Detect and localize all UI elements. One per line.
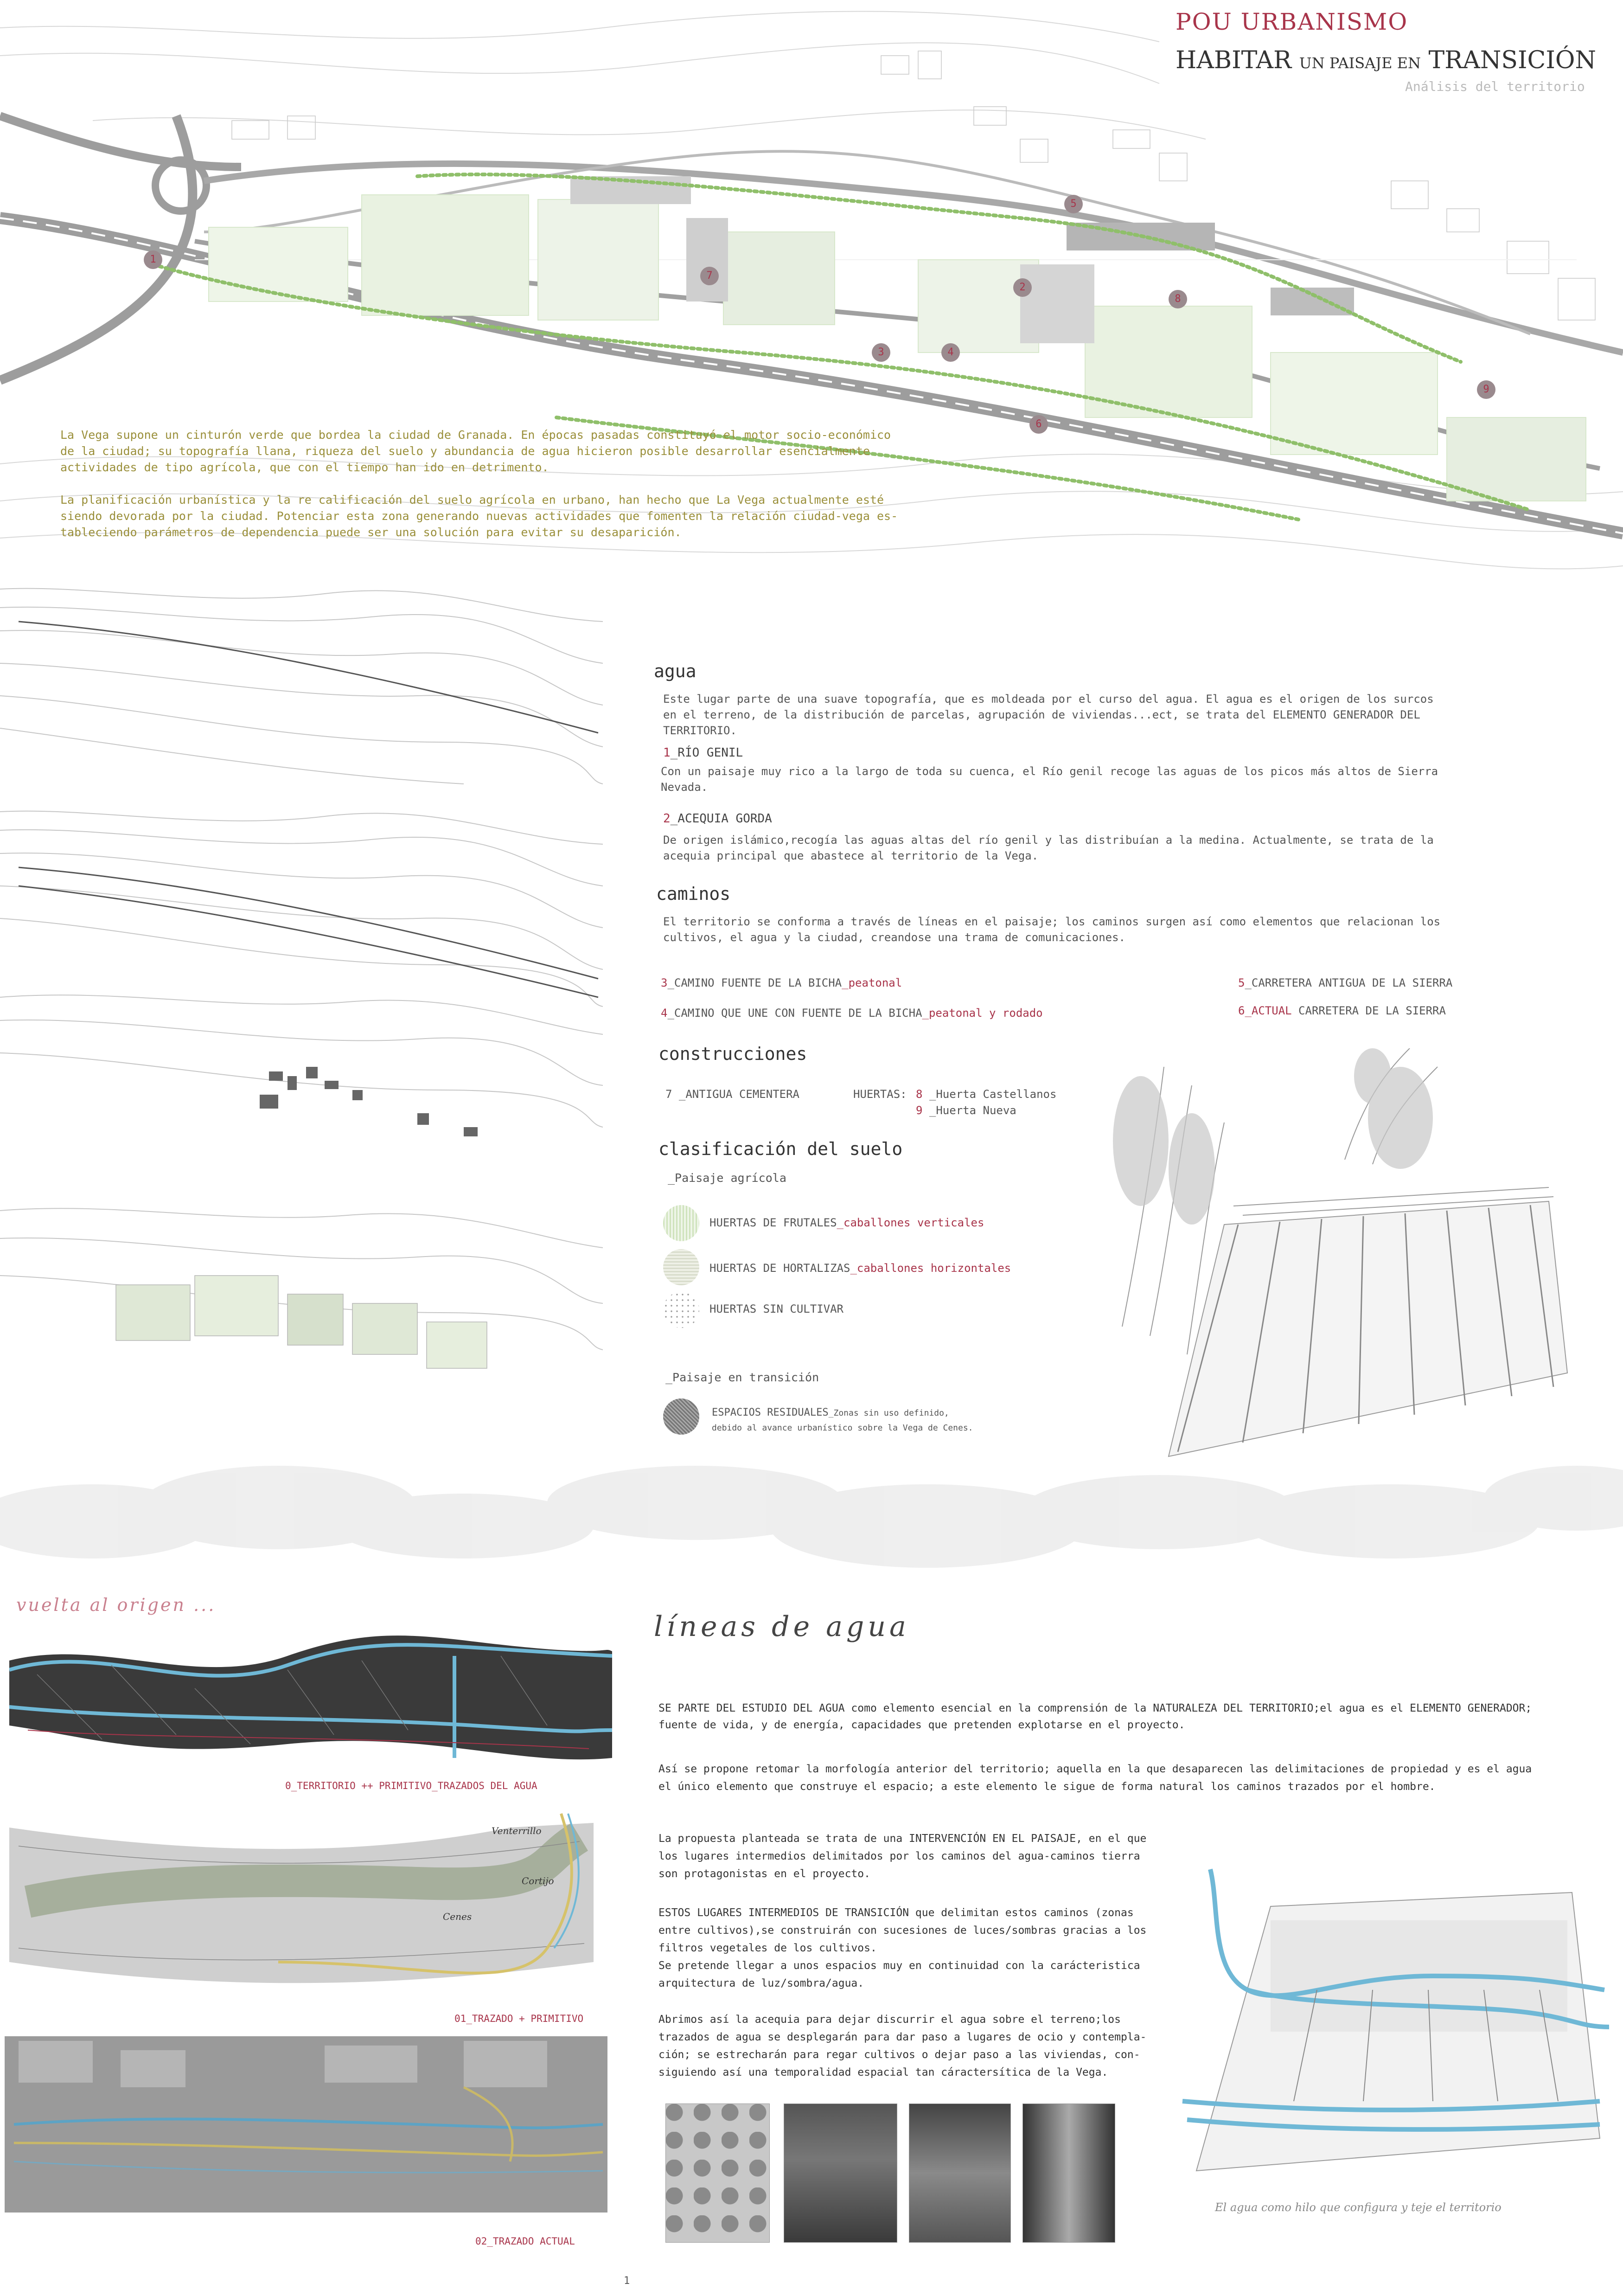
item-line: Nevada. bbox=[661, 781, 708, 794]
caminos-line: cultivos, el agua y la ciudad, creandose una trama de comunicaciones. bbox=[663, 931, 1125, 944]
agua-heading: agua bbox=[654, 661, 696, 681]
camino-6 bbox=[1238, 1004, 1446, 1017]
camino-text: _CAMINO FUENTE DE LA BICHA bbox=[667, 976, 842, 989]
huerta-text: _Huerta Nueva bbox=[922, 1104, 1016, 1117]
legend-small: _Zonas sin uso definido, bbox=[828, 1408, 949, 1418]
item-number: 8 bbox=[916, 1088, 923, 1101]
hortalizas-legend bbox=[709, 1262, 1011, 1275]
poster-title: POU URBANISMO bbox=[1176, 8, 1408, 35]
paragraph-line: entre cultivos),se construirán con sucesiones de luces/sombras gracias a los bbox=[658, 1924, 1147, 1937]
map-marker: 8 bbox=[1169, 290, 1187, 308]
agua-item-1-body bbox=[661, 763, 1438, 795]
agua-line: Este lugar parte de una suave topografía, que es moldeada por el curso del agua. El agua es el origen de los surcos bbox=[663, 693, 1434, 705]
paragraph-line: los lugares intermedios delimitados por los caminos del agua-caminos tierra bbox=[658, 1850, 1140, 1862]
huerta-text: _Huerta Castellanos bbox=[922, 1088, 1057, 1101]
suelo-heading: clasificación del suelo bbox=[658, 1139, 903, 1159]
paragraph-line: son protagonistas en el proyecto. bbox=[658, 1868, 870, 1880]
map-label: Cortijo bbox=[522, 1875, 554, 1886]
paragraph-line: arquitectura de luz/sombra/agua. bbox=[658, 1977, 864, 1989]
water-sketch bbox=[1155, 1851, 1618, 2203]
map-marker: 5 bbox=[1064, 195, 1083, 213]
lower-paragraph-5 bbox=[658, 2011, 1146, 2081]
trazado-actual-map bbox=[0, 2032, 617, 2226]
caminos-body bbox=[663, 914, 1440, 945]
construccion-7: 7 _ANTIGUA CEMENTERA bbox=[665, 1088, 799, 1101]
intro-line: La planificación urbanística y la re calificación del suelo agrícola en urbano, han hecho que La Vega actualmente esté bbox=[60, 493, 884, 507]
item-line: Con un paisaje muy rico a la largo de toda su cuenca, el Río genil recoge las aguas de los picos más altos de Sierra bbox=[661, 765, 1438, 778]
huertas-label: HUERTAS: bbox=[853, 1088, 907, 1101]
item-number: 1 bbox=[663, 746, 671, 760]
item-title: _RÍO GENIL bbox=[670, 746, 743, 760]
construcciones-heading: construcciones bbox=[658, 1044, 807, 1064]
item-number: 3 bbox=[661, 976, 668, 989]
hortalizas-swatch bbox=[663, 1249, 699, 1285]
item-number: 5 bbox=[1238, 976, 1245, 989]
item-number: 4 bbox=[661, 1007, 668, 1020]
paragraph-line: trazados de agua se desplegarán para dar paso a lugares de ocio y contempla- bbox=[658, 2031, 1147, 2043]
legend-text: ESPACIOS RESIDUALES bbox=[712, 1407, 829, 1418]
map-marker: 6 bbox=[1029, 415, 1048, 434]
agua-item-2-body bbox=[663, 832, 1434, 864]
map-marker: 2 bbox=[1013, 278, 1032, 297]
agua-item-1-title bbox=[663, 746, 743, 760]
agua-item-2-title bbox=[663, 812, 772, 826]
agua-line: en el terreno, de la distribución de parcelas, agrupación de viviendas...ect, se trata del ELEMENTO GENERADOR DEL bbox=[663, 708, 1420, 721]
paragraph-line: ESTOS LUGARES INTERMEDIOS DE TRANSICIÓN que delimitan estos caminos (zonas bbox=[658, 1907, 1134, 1919]
map-marker: 1 bbox=[144, 250, 162, 269]
map-marker: 7 bbox=[700, 267, 719, 285]
map-caption-0: 0_TERRITORIO ++ PRIMITIVO_TRAZADOS DEL AGUA bbox=[285, 1780, 537, 1791]
paragraph-line: siguiendo así una temporalidad espacial tan cáractersítica de la Vega. bbox=[658, 2066, 1108, 2078]
intro-line: actividades de tipo agrícola, que con el tiempo han ido en detrimento. bbox=[60, 461, 549, 474]
frutales-swatch bbox=[663, 1205, 699, 1241]
sin-cultivar-legend: HUERTAS SIN CULTIVAR bbox=[709, 1302, 843, 1315]
reference-photo-channel bbox=[1022, 2104, 1115, 2243]
residuales-swatch bbox=[663, 1398, 699, 1435]
paragraph-line: fuente de vida, y de energía, capacidades que pretenden explotarse en el proyecto. bbox=[658, 1719, 1185, 1731]
legend-red: _caballones horizontales bbox=[850, 1262, 1011, 1275]
legend-red: _caballones verticales bbox=[837, 1216, 984, 1229]
intro-line: de la ciudad; su topografía llana, riqueza del suelo y abundancia de agua hicieron posible desarrollar esencialmente bbox=[60, 444, 870, 458]
item-number: 2 bbox=[663, 812, 671, 826]
camino-type: _peatonal y rodado bbox=[922, 1007, 1043, 1020]
subtitle-habitar: HABITAR bbox=[1176, 46, 1292, 74]
agua-body bbox=[663, 691, 1434, 738]
item-number: 6 bbox=[1238, 1004, 1245, 1017]
paragraph-line: Así se propone retomar la morfología anterior del territorio; aquella en la que desaparecen las delimitaciones de propiedad y es el agua bbox=[658, 1763, 1532, 1775]
paisaje-transicion-label: _Paisaje en transición bbox=[665, 1371, 819, 1384]
paragraph-line: el único elemento que construye el espacio; a este elemento le sigue de forma natural los caminos trazados por el hombre. bbox=[658, 1781, 1436, 1793]
paragraph-line: ción; se estrecharán para regar cultivos o dejar paso a las viviendas, con- bbox=[658, 2049, 1140, 2061]
territorio-primitivo-map bbox=[9, 1619, 617, 1767]
paragraph-line: Se pretende llegar a unos espacios muy en continuidad con la carácteristica bbox=[658, 1960, 1140, 1972]
camino-5 bbox=[1238, 976, 1452, 989]
map-caption-1: 01_TRAZADO + PRIMITIVO bbox=[454, 2013, 584, 2024]
paragraph-line: SE PARTE DEL ESTUDIO DEL AGUA como elemento esencial en la comprensión de la NATURALEZA DEL TERRITORIO;el agua es el ELEMENTO GENERADOR; bbox=[658, 1702, 1532, 1714]
map-marker: 3 bbox=[872, 343, 890, 362]
sketch-caption: El agua como hilo que configura y teje el territorio bbox=[1215, 2201, 1502, 2214]
lower-paragraph-2 bbox=[658, 1760, 1532, 1796]
intro-line: La Vega supone un cinturón verde que bordea la ciudad de Granada. En épocas pasadas constituyó el motor socio-económico bbox=[60, 428, 891, 442]
page-number: 1 bbox=[624, 2275, 630, 2287]
map-label: Venterrillo bbox=[492, 1825, 542, 1836]
map-marker: 9 bbox=[1477, 380, 1495, 399]
paisaje-agricola-label: _Paisaje agrícola bbox=[668, 1171, 786, 1185]
reference-photo-pattern bbox=[665, 2104, 770, 2243]
item-number: 9 bbox=[916, 1104, 923, 1117]
camino-type: _ACTUAL bbox=[1245, 1004, 1292, 1017]
residuales-legend bbox=[712, 1405, 973, 1436]
reference-photo-garden bbox=[784, 2104, 897, 2243]
legend-small: debido al avance urbanístico sobre la Vega de Cenes. bbox=[712, 1423, 973, 1433]
sin-cultivar-swatch bbox=[663, 1292, 699, 1328]
agua-line: TERRITORIO. bbox=[663, 724, 737, 737]
camino-text: _CAMINO QUE UNE CON FUENTE DE LA BICHA bbox=[667, 1007, 922, 1020]
item-line: De origen islámico,recogía las aguas altas del río genil y las distribuían a la medina. Actualmente, se trata de la bbox=[663, 834, 1434, 847]
intro-line: tableciendo parámetros de dependencia puede ser una solución para evitar su desaparición. bbox=[60, 526, 682, 539]
huerta-9 bbox=[916, 1104, 1016, 1117]
camino-type: _peatonal bbox=[842, 976, 902, 989]
trazado-primitivo-map bbox=[0, 1809, 617, 2013]
lower-paragraph-4 bbox=[658, 1904, 1146, 1992]
paragraph-line: Abrimos así la acequia para dejar discurrir el agua sobre el terreno;los bbox=[658, 2014, 1121, 2026]
huerta-8 bbox=[916, 1088, 1056, 1101]
paragraph-line: filtros vegetales de los cultivos. bbox=[658, 1942, 877, 1954]
map-caption-2: 02_TRAZADO ACTUAL bbox=[475, 2236, 575, 2247]
paragraph-line: La propuesta planteada se trata de una INTERVENCIÓN EN EL PAISAJE, en el que bbox=[658, 1833, 1147, 1845]
map-marker: 4 bbox=[941, 343, 960, 362]
camino-4 bbox=[661, 1007, 1043, 1020]
intro-line: siendo devorada por la ciudad. Potenciar esta zona generando nuevas actividades que fomenten la relación ciudad-vega es- bbox=[60, 509, 898, 523]
lower-paragraph-1 bbox=[658, 1700, 1532, 1733]
subtitle-middle: UN PAISAJE EN bbox=[1299, 54, 1421, 72]
vuelta-origen-title: vuelta al origen ... bbox=[16, 1595, 216, 1615]
item-line: acequia principal que abastece al territorio de la Vega. bbox=[663, 849, 1039, 862]
legend-text: HUERTAS DE FRUTALES bbox=[709, 1216, 837, 1229]
camino-text: CARRETERA DE LA SIERRA bbox=[1291, 1004, 1446, 1017]
subtitle-transicion: TRANSICIÓN bbox=[1428, 46, 1597, 74]
poster-tagline: Análisis del territorio bbox=[1405, 79, 1585, 94]
reference-photo-fountain bbox=[909, 2104, 1011, 2243]
cloud-divider bbox=[0, 1438, 1623, 1586]
lineas-agua-title: líneas de agua bbox=[654, 1610, 910, 1643]
camino-text: _CARRETERA ANTIGUA DE LA SIERRA bbox=[1245, 976, 1453, 989]
caminos-line: El territorio se conforma a través de líneas en el paisaje; los caminos surgen así como elementos que relacionan los bbox=[663, 915, 1441, 928]
item-title: _ACEQUIA GORDA bbox=[670, 812, 772, 826]
intro-text bbox=[60, 427, 898, 540]
furrows-sketch bbox=[1085, 1048, 1577, 1466]
frutales-legend bbox=[709, 1216, 984, 1229]
caminos-heading: caminos bbox=[656, 884, 731, 904]
topographic-diagrams bbox=[0, 580, 612, 1424]
legend-text: HUERTAS DE HORTALIZAS bbox=[709, 1262, 850, 1275]
map-label: Cenes bbox=[443, 1911, 472, 1922]
lower-paragraph-3 bbox=[658, 1830, 1146, 1883]
camino-3 bbox=[661, 976, 902, 989]
